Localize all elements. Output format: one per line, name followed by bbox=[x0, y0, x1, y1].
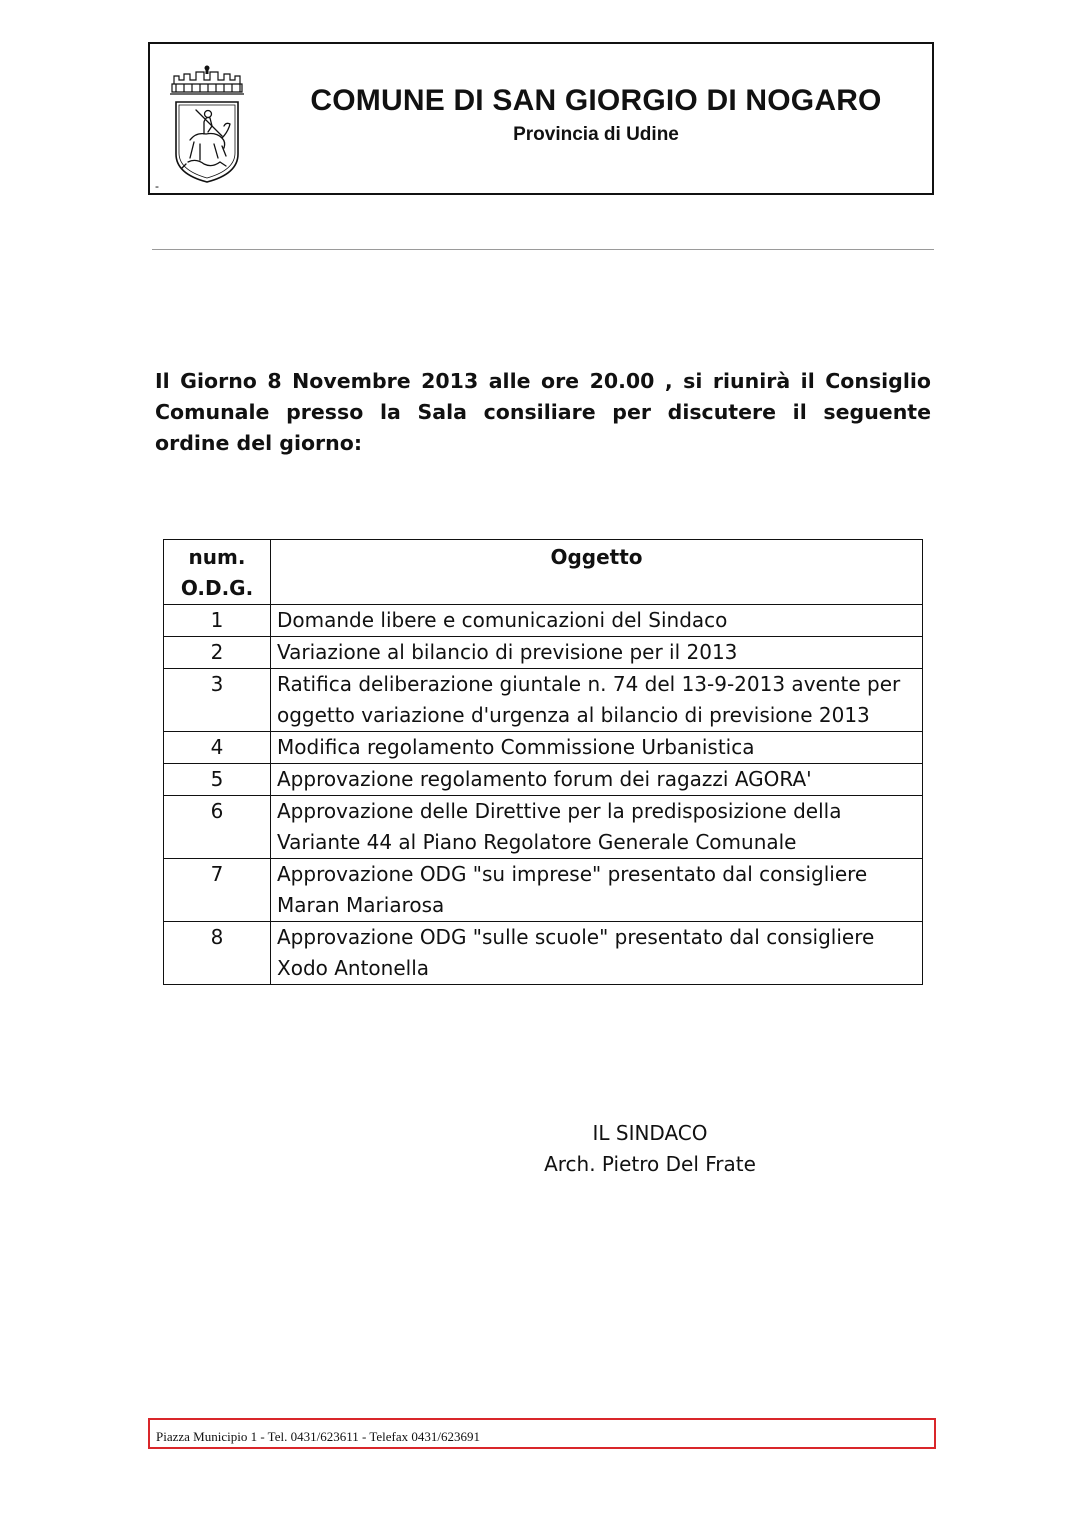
agenda-item-subject: Approvazione delle Direttive per la predisposizione della Variante 44 al Piano Regolatore Generale Comunale bbox=[271, 796, 923, 859]
agenda-item-number: 8 bbox=[164, 922, 271, 985]
agenda-item-subject: Domande libere e comunicazioni del Sindaco bbox=[271, 605, 923, 637]
table-row bbox=[164, 764, 923, 796]
agenda-item-subject: Modifica regolamento Commissione Urbanistica bbox=[271, 732, 923, 764]
agenda-item-number: 2 bbox=[164, 637, 271, 669]
header-divider bbox=[152, 249, 934, 250]
signature-title: IL SINDACO bbox=[592, 1121, 708, 1145]
agenda-header-subject: Oggetto bbox=[271, 540, 923, 605]
table-row bbox=[164, 796, 923, 859]
agenda-table bbox=[163, 539, 923, 985]
agenda-header-row bbox=[164, 540, 923, 605]
agenda-item-subject: Ratifica deliberazione giuntale n. 74 del 13-9-2013 avente per oggetto variazione d'urgenza al bilancio di previsione 2013 bbox=[271, 669, 923, 732]
agenda-item-subject: Variazione al bilancio di previsione per il 2013 bbox=[271, 637, 923, 669]
table-row bbox=[164, 859, 923, 922]
municipal-crest-icon bbox=[166, 62, 248, 184]
signature-block bbox=[500, 1118, 800, 1180]
table-row bbox=[164, 732, 923, 764]
agenda-item-number: 5 bbox=[164, 764, 271, 796]
footer-address: Piazza Municipio 1 - Tel. 0431/623611 - Telefax 0431/623691 bbox=[156, 1429, 480, 1444]
agenda-item-number: 7 bbox=[164, 859, 271, 922]
footer-box bbox=[148, 1418, 936, 1449]
agenda-item-number: 4 bbox=[164, 732, 271, 764]
agenda-header-num: num. O.D.G. bbox=[164, 540, 271, 605]
signature-name: Arch. Pietro Del Frate bbox=[544, 1152, 756, 1176]
agenda-item-number: 3 bbox=[164, 669, 271, 732]
agenda-item-subject: Approvazione ODG "sulle scuole" presentato dal consigliere Xodo Antonella bbox=[271, 922, 923, 985]
agenda-item-number: 1 bbox=[164, 605, 271, 637]
agenda-item-subject: Approvazione regolamento forum dei ragazzi AGORA' bbox=[271, 764, 923, 796]
meeting-announcement: Il Giorno 8 Novembre 2013 alle ore 20.00 , si riunirà il Consiglio Comunale presso la Sala consiliare per discutere il seguente ordine del giorno: bbox=[155, 369, 931, 455]
table-row bbox=[164, 669, 923, 732]
table-row bbox=[164, 922, 923, 985]
table-row bbox=[164, 637, 923, 669]
letterhead-box bbox=[148, 42, 934, 195]
province-subtitle: Provincia di Udine bbox=[513, 124, 679, 145]
table-row bbox=[164, 605, 923, 637]
agenda-body bbox=[164, 605, 923, 985]
agenda-item-number: 6 bbox=[164, 796, 271, 859]
agenda-item-subject: Approvazione ODG "su imprese" presentato dal consigliere Maran Mariarosa bbox=[271, 859, 923, 922]
municipality-title: COMUNE DI SAN GIORGIO DI NOGARO bbox=[310, 84, 882, 117]
header-dash-mark: - bbox=[155, 179, 159, 193]
